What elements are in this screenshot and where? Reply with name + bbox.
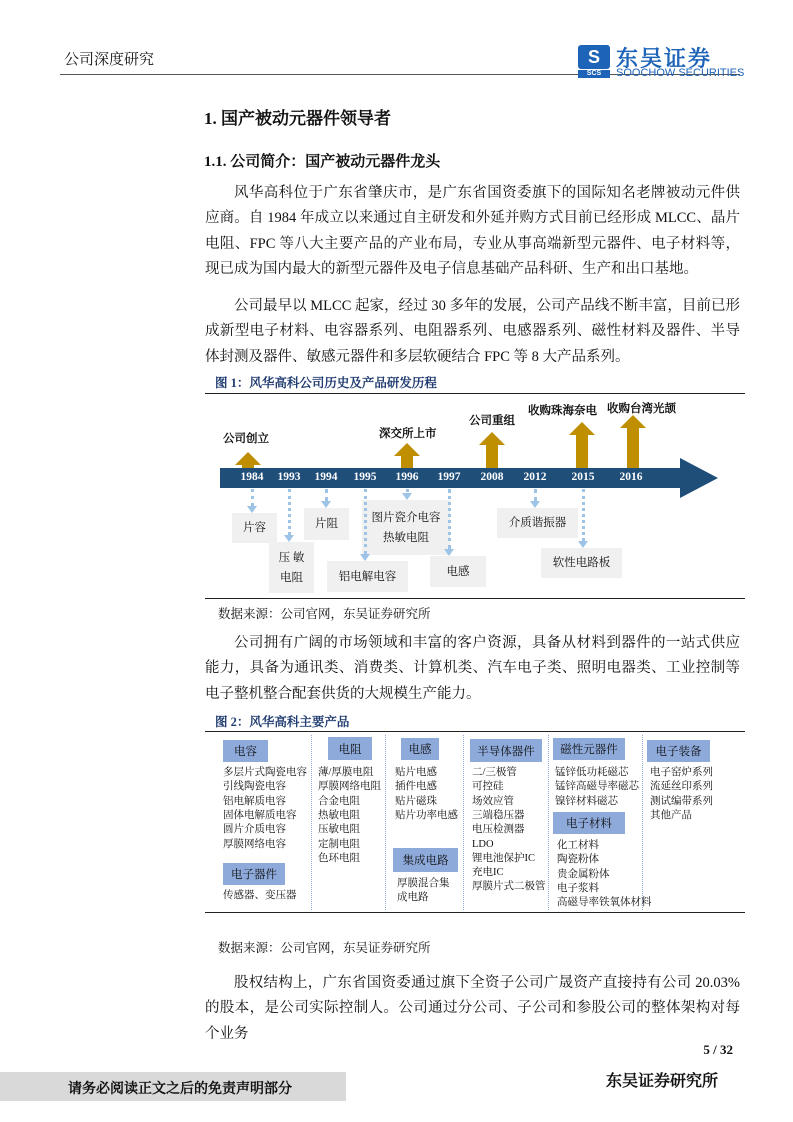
dotted-connector xyxy=(251,489,254,506)
product-item: 引线陶瓷电容 xyxy=(223,781,286,793)
product-category-header: 电子装备 xyxy=(647,740,710,762)
figure1-top-rule xyxy=(205,393,745,394)
connector-arrow-icon xyxy=(402,493,412,500)
timeline-year: 1993 xyxy=(277,471,301,483)
product-item: 陶瓷粉体 xyxy=(557,854,599,866)
product-item: 其他产品 xyxy=(650,809,692,821)
section-heading: 1. 国产被动元器件领导者 xyxy=(204,109,391,128)
product-milestone-label: 电感 xyxy=(446,565,470,578)
arrow-shaft xyxy=(486,445,498,468)
subsection-heading: 1.1. 公司简介：国产被动元器件龙头 xyxy=(204,154,441,170)
product-milestone-label: 片阻 xyxy=(315,518,338,530)
product-item: 锰锌低功耗磁芯 xyxy=(555,767,629,778)
timeline-year: 1995 xyxy=(353,471,377,483)
milestone-label: 深交所上市 xyxy=(379,428,437,440)
product-item: 薄/厚膜电阻 xyxy=(318,767,374,778)
product-item: 贵金属粉体 xyxy=(557,868,610,880)
dotted-connector xyxy=(582,489,585,541)
arrow-shaft xyxy=(242,465,254,468)
timeline-year: 2015 xyxy=(571,471,595,483)
arrow-head xyxy=(235,452,261,465)
product-item: 锰锌高磁导率磁芯 xyxy=(555,781,639,793)
logo-en: SOOCHOW SECURITIES xyxy=(616,67,745,79)
dotted-connector xyxy=(325,489,328,501)
product-milestone-label: 图片瓷介电容 xyxy=(371,511,441,524)
product-item: 镍锌材料磁芯 xyxy=(555,795,618,807)
paragraph-ownership: 股权结构上，广东省国资委通过旗下全资子公司广晟资产直接持有公司 20.03%的股本，是公司实际控制人。公司通过分公司、子公司和参股公司的整体架构对每个业务 xyxy=(205,975,740,1042)
figure2-top-rule xyxy=(205,731,745,732)
product-item: 贴片电感 xyxy=(395,767,437,778)
product-item: 多层片式陶瓷电容 xyxy=(223,767,307,778)
figure2-caption: 图 2：风华高科主要产品 xyxy=(215,715,350,729)
product-milestone-box xyxy=(362,500,450,555)
timeline-year: 2012 xyxy=(523,471,547,483)
product-category-header: 半导体器件 xyxy=(470,739,542,762)
paragraph-intro: 风华高科位于广东省肇庆市，是广东省国资委旗下的国际知名老牌被动元件供应商。自 1984 年成立以来通过自主研发和外延并购方式目前已经形成 MLCC、晶片电阻、FPC 等八大主要产品的产业布局，专业从事高端新型元器件、电子材料等，现已成为国内最大的新型元器件及电子信息基础产品科研、生产和出口基地。 xyxy=(205,185,740,277)
dotted-connector xyxy=(534,489,537,501)
product-item: LDO xyxy=(472,838,494,850)
figure1-bottom-rule xyxy=(205,598,745,599)
product-item: 合金电阻 xyxy=(318,795,360,807)
dotted-connector xyxy=(364,489,367,554)
logo-cn: 东吴证券 xyxy=(616,46,713,71)
connector-arrow-icon xyxy=(578,541,588,548)
product-milestone-label: 热敏电阻 xyxy=(383,531,429,544)
arrow-head xyxy=(394,443,420,456)
timeline-year: 1996 xyxy=(395,471,419,483)
product-item: 热敏电阻 xyxy=(318,809,360,821)
timeline-year: 2016 xyxy=(619,471,643,483)
product-item: 厚膜网络电容 xyxy=(223,838,286,850)
product-item: 厚膜网络电阻 xyxy=(318,781,381,793)
product-item: 成电路 xyxy=(397,892,429,904)
milestone-label: 收购台湾光颉 xyxy=(607,403,676,415)
product-milestone-box xyxy=(541,548,622,578)
product-item: 铝电解质电容 xyxy=(223,795,286,807)
figure1-source: 数据来源：公司官网，东吴证券研究所 xyxy=(218,607,431,621)
product-item: 厚膜片式二极管 xyxy=(472,881,546,893)
product-milestone-label: 片容 xyxy=(243,522,266,534)
product-milestone-label: 介质谐振器 xyxy=(508,517,567,529)
product-item: 电压检测器 xyxy=(472,824,525,836)
product-item: 三端稳压器 xyxy=(472,809,525,821)
product-item: 测试编带系列 xyxy=(650,795,713,807)
product-item: 锂电池保护IC xyxy=(472,852,535,864)
product-milestone-box xyxy=(327,561,408,592)
column-divider xyxy=(385,735,386,910)
product-category-header: 电容 xyxy=(223,740,268,762)
product-item: 色环电阻 xyxy=(318,852,360,864)
milestone-label: 公司重组 xyxy=(469,415,515,427)
timeline-year: 2008 xyxy=(480,471,504,483)
product-item: 插件电感 xyxy=(395,781,437,793)
footer-org: 东吴证券研究所 xyxy=(606,1073,719,1090)
milestone-arrow-icon xyxy=(569,422,595,468)
disclaimer-note: 请务必阅读正文之后的免责声明部分 xyxy=(68,1082,292,1097)
figure2-bottom-rule xyxy=(205,912,745,913)
product-item: 传感器、变压器 xyxy=(223,890,297,901)
logo-mark-icon: S xyxy=(578,45,610,69)
arrow-shaft xyxy=(401,456,413,468)
milestone-label: 收购珠海奈电 xyxy=(528,405,597,417)
product-item: 充电IC xyxy=(472,867,504,879)
product-item: 压敏电阻 xyxy=(318,824,360,836)
connector-arrow-icon xyxy=(360,554,370,561)
arrow-shaft xyxy=(627,428,639,468)
milestone-arrow-icon xyxy=(235,452,261,468)
column-divider xyxy=(548,735,549,910)
milestone-arrow-icon xyxy=(394,443,420,468)
product-milestone-label: 压 敏 xyxy=(278,551,305,564)
product-milestone-box xyxy=(497,508,578,538)
product-item: 场效应管 xyxy=(472,795,514,807)
product-item: 电子窑炉系列 xyxy=(650,767,713,778)
product-item: 厚膜混合集 xyxy=(397,878,450,889)
product-milestone-box xyxy=(269,542,314,593)
soochow-logo xyxy=(578,45,745,79)
milestone-arrow-icon xyxy=(479,432,505,468)
product-item: 贴片功率电感 xyxy=(395,809,458,821)
figure2-source: 数据来源：公司官网，东吴证券研究所 xyxy=(218,941,431,955)
product-category-header: 电感 xyxy=(401,738,439,760)
column-divider xyxy=(311,735,312,910)
timeline-year: 1984 xyxy=(240,471,264,483)
product-category-header: 电阻 xyxy=(328,737,372,760)
column-divider xyxy=(463,735,464,910)
arrow-head xyxy=(620,415,646,428)
figure1-caption: 图 1：风华高科公司历史及产品研发历程 xyxy=(215,376,437,390)
connector-arrow-icon xyxy=(321,501,331,508)
product-milestone-box xyxy=(430,556,486,587)
product-milestone-label: 铝电解电容 xyxy=(338,570,397,583)
product-category-header: 集成电路 xyxy=(393,848,458,872)
product-item: 贴片磁珠 xyxy=(395,795,437,807)
page-number: 5 / 32 xyxy=(703,1042,733,1057)
logo-abbr: SCS xyxy=(578,70,610,78)
product-category-header: 电子材料 xyxy=(553,812,625,834)
product-item: 可控硅 xyxy=(472,781,504,793)
product-category-header: 电子器件 xyxy=(223,863,285,885)
milestone-arrow-icon xyxy=(620,415,646,468)
product-item: 圆片介质电容 xyxy=(223,824,286,836)
product-item: 电子浆料 xyxy=(557,882,599,894)
product-item: 化工材料 xyxy=(557,840,599,851)
milestone-label: 公司创立 xyxy=(223,433,269,445)
product-item: 高磁导率铁氧体材料 xyxy=(557,897,652,909)
connector-arrow-icon xyxy=(284,535,294,542)
dotted-connector xyxy=(288,489,291,535)
timeline-arrowhead xyxy=(680,458,718,498)
report-type: 公司深度研究 xyxy=(64,52,155,68)
connector-arrow-icon xyxy=(530,501,540,508)
arrow-head xyxy=(569,422,595,435)
timeline-year: 1994 xyxy=(314,471,338,483)
timeline-year: 1997 xyxy=(437,471,461,483)
arrow-head xyxy=(479,432,505,445)
product-milestone-box xyxy=(232,513,277,543)
product-milestone-box xyxy=(304,508,349,540)
column-divider xyxy=(642,735,643,910)
product-item: 二/三极管 xyxy=(472,767,517,778)
product-milestone-label: 电阻 xyxy=(280,571,303,584)
product-item: 固体电解质电容 xyxy=(223,809,297,821)
connector-arrow-icon xyxy=(444,549,454,556)
paragraph-customers: 公司拥有广阔的市场领域和丰富的客户资源，具备从材料到器件的一站式供应能力，具备为通讯类、消费类、计算机类、汽车电子类、照明电器类、工业控制等电子整机整合配套供货的大规模生产能力。 xyxy=(205,635,740,702)
connector-arrow-icon xyxy=(247,506,257,513)
product-milestone-label: 软性电路板 xyxy=(552,557,611,569)
paragraph-products: 公司最早以 MLCC 起家，经过 30 多年的发展，公司产品线不断丰富，目前已形成新型电子材料、电容器系列、电阻器系列、电感器系列、磁性材料及器件、半导体封测及器件、敏感元器件和多层软硬结合 FPC 等 8 大产品系列。 xyxy=(205,298,740,365)
product-item: 流延丝印系列 xyxy=(650,781,713,793)
product-category-header: 磁性元器件 xyxy=(553,738,625,760)
dotted-connector xyxy=(448,489,451,549)
arrow-shaft xyxy=(576,435,588,468)
product-item: 定制电阻 xyxy=(318,838,360,850)
